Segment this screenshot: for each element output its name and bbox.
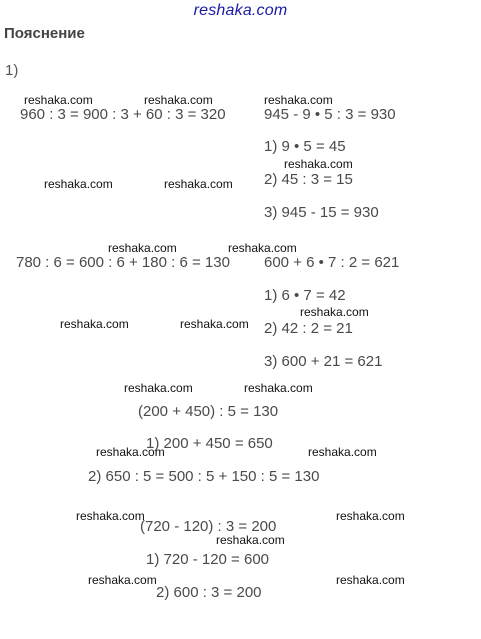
watermark: reshaka.com: [244, 381, 313, 395]
equation-2: 945 - 9 • 5 : 3 = 930: [264, 106, 396, 123]
watermark: reshaka.com: [164, 177, 233, 191]
watermark: reshaka.com: [60, 317, 129, 331]
watermark: reshaka.com: [336, 509, 405, 523]
watermark: reshaka.com: [144, 93, 213, 107]
equation-6: (720 - 120) : 3 = 200: [140, 518, 277, 535]
watermark: reshaka.com: [336, 573, 405, 587]
watermark: reshaka.com: [216, 533, 285, 547]
watermark: reshaka.com: [308, 445, 377, 459]
explanation-heading: Пояснение: [4, 25, 85, 42]
equation-4: 600 + 6 • 7 : 2 = 621: [264, 254, 400, 271]
watermark: reshaka.com: [76, 509, 145, 523]
site-logo: reshaka.com: [193, 2, 288, 19]
equation-6-step-2: 2) 600 : 3 = 200: [156, 584, 262, 601]
equation-4-step-2: 2) 42 : 2 = 21: [264, 320, 353, 337]
equation-2-step-3: 3) 945 - 15 = 930: [264, 204, 379, 221]
equation-5-step-1: 1) 200 + 450 = 650: [146, 435, 273, 452]
equation-6-step-1: 1) 720 - 120 = 600: [146, 551, 270, 568]
equation-2-step-2: 2) 45 : 3 = 15: [264, 171, 353, 188]
task-number: 1): [5, 62, 19, 79]
equation-4-step-3: 3) 600 + 21 = 621: [264, 353, 383, 370]
watermark: reshaka.com: [88, 573, 157, 587]
watermark: reshaka.com: [284, 157, 353, 171]
equation-5: (200 + 450) : 5 = 130: [138, 403, 279, 420]
watermark: reshaka.com: [44, 177, 113, 191]
watermark: reshaka.com: [264, 93, 333, 107]
watermark: reshaka.com: [108, 241, 177, 255]
equation-2-step-1: 1) 9 • 5 = 45: [264, 138, 346, 155]
watermark: reshaka.com: [300, 305, 369, 319]
equation-5-step-2: 2) 650 : 5 = 500 : 5 + 150 : 5 = 130: [88, 468, 320, 485]
equation-4-step-1: 1) 6 • 7 = 42: [264, 287, 346, 304]
watermark: reshaka.com: [24, 93, 93, 107]
watermark: reshaka.com: [124, 381, 193, 395]
watermark: reshaka.com: [96, 445, 165, 459]
equation-3: 780 : 6 = 600 : 6 + 180 : 6 = 130: [16, 254, 230, 271]
watermark: reshaka.com: [180, 317, 249, 331]
equation-1: 960 : 3 = 900 : 3 + 60 : 3 = 320: [20, 106, 226, 123]
watermark: reshaka.com: [228, 241, 297, 255]
